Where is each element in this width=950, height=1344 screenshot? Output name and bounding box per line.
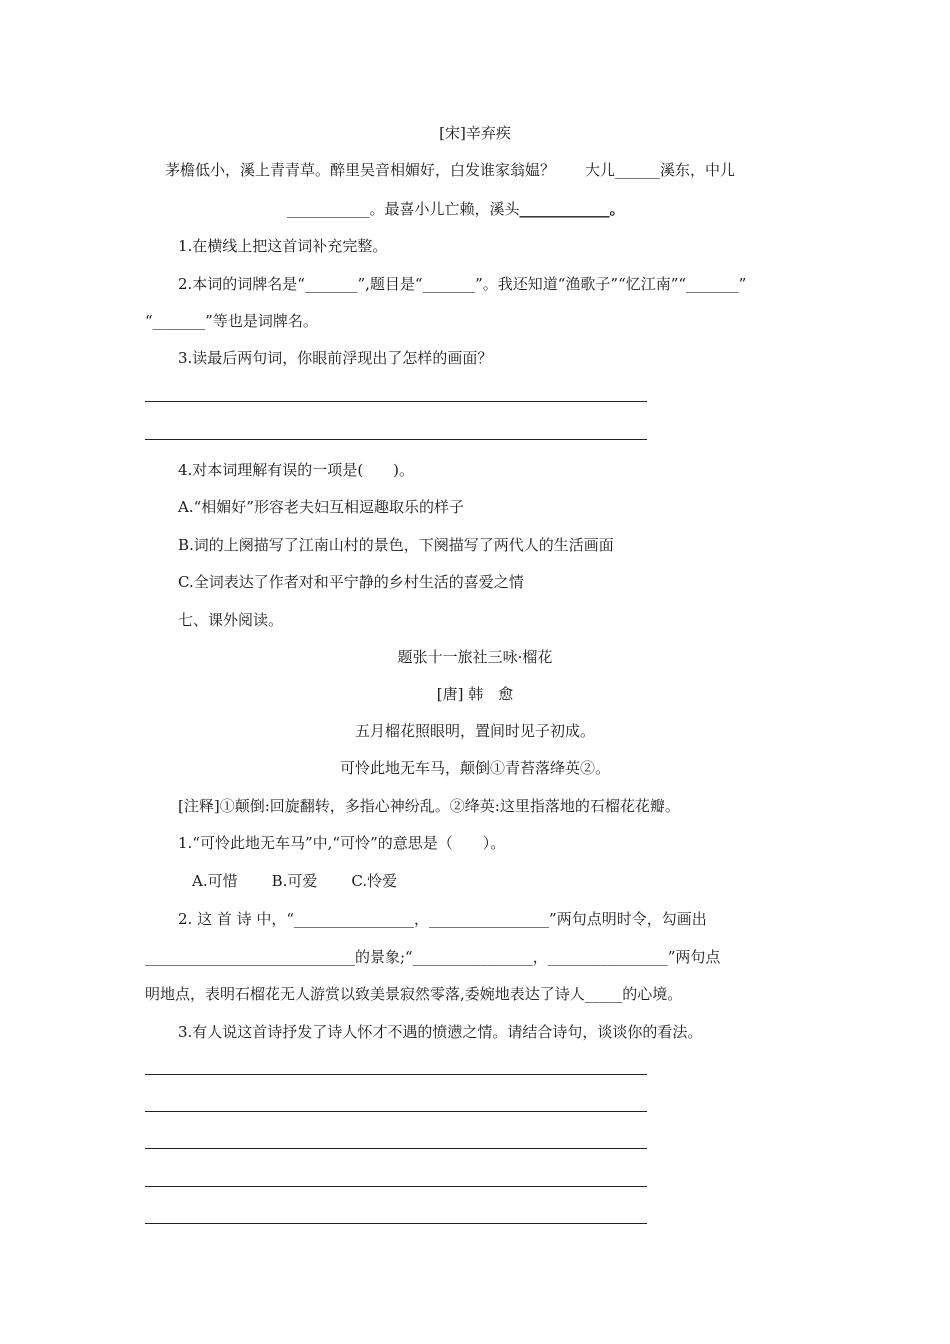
answer-line[interactable] [145,401,647,402]
poem-author: [宋]辛弃疾 [439,124,511,142]
poem-2-line-2: 可怜此地无车马，颠倒①青苔落绛英②。 [339,759,610,777]
option-a: A.可惜 [192,872,238,890]
answer-line[interactable] [145,1074,647,1075]
poem-2-question-1-options [192,871,397,891]
answer-line[interactable] [145,1223,647,1224]
poem-2-question-2-line-1: 2. 这 首 诗 中，“________________，________________”两句点明时令，勾画出 [178,910,707,928]
poem-2-question-2-line-3: 明地点，表明石榴花无人游赏以致美景寂然零落,委婉地表达了诗人_____的心境。 [145,985,683,1003]
answer-line[interactable] [145,439,647,440]
question-4-option-b: B.词的上阕描写了江南山村的景色，下阕描写了两代人的生活画面 [178,536,614,554]
answer-line[interactable] [145,1148,647,1149]
poem-2-note: [注释]①颠倒:回旋翻转，多指心神纷乱。②绛英:这里指落地的石榴花花瓣。 [178,797,680,815]
question-4: 4.对本词理解有误的一项是( )。 [178,461,415,479]
poem-text-line-2-start: ___________。最喜小儿亡赖，溪头 [287,200,520,218]
answer-line[interactable] [145,1111,647,1112]
section-heading: 七、课外阅读。 [178,611,284,629]
question-3: 3.读最后两句词，你眼前浮现出了怎样的画面？ [178,349,493,367]
question-2-line-2: “_______”等也是词牌名。 [145,312,318,330]
option-b: B.可爱 [271,872,318,890]
poem-2-line-1: 五月榴花照眼明，置间时见子初成。 [354,722,595,740]
poem-text-line-2 [287,199,625,219]
poem-2-author: [唐] 韩 愈 [436,685,514,703]
answer-line[interactable] [145,1186,647,1187]
poem-text-line-2-blank: ____________ [519,200,610,218]
poem-2-question-3: 3.有人说这首诗抒发了诗人怀才不遇的愤懑之情。请结合诗句，谈谈你的看法。 [178,1023,703,1041]
poem-2-title: 题张十一旅社三咏·榴花 [397,648,553,666]
question-4-option-a: A.“相媚好”形容老夫妇互相逗趣取乐的样子 [178,498,464,516]
question-2-line-1: 2.本词的词牌名是“_______”,题目是“_______”。我还知道“渔歌子”“忆江南”“_______” [178,275,747,293]
option-c: C.怜爱 [351,872,398,890]
poem-text-line-1: 茅檐低小，溪上青青草。醉里吴音相媚好，白发谁家翁媪？ 大儿______溪东，中儿 [165,161,736,179]
poem-2-question-2-line-2: ____________________________的景象;“________________，________________”两句点 [145,948,721,966]
poem-text-line-2-end: 。 [609,200,625,218]
question-1: 1.在横线上把这首词补充完整。 [178,237,388,255]
poem-2-question-1: 1.“可怜此地无车马”中,“可怜”的意思是（ ）。 [178,834,506,852]
question-4-option-c: C.全词表达了作者对和平宁静的乡村生活的喜爱之情 [178,573,524,591]
